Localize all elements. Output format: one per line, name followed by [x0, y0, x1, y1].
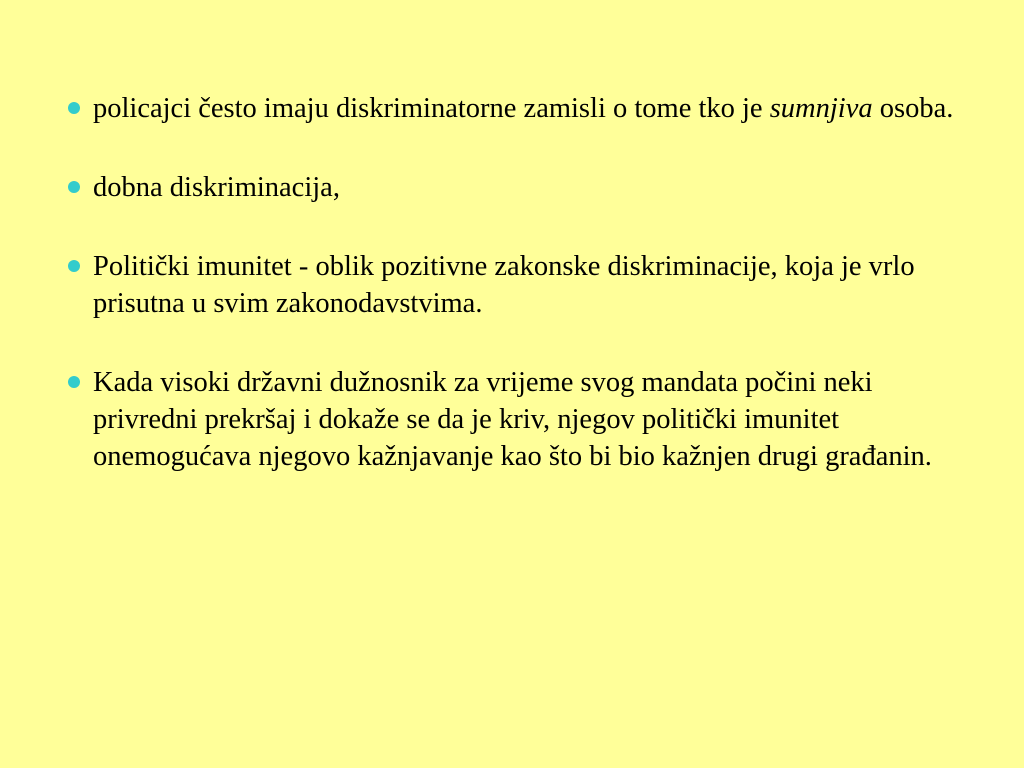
- bullet-text-part: Politički imunitet - oblik pozitivne zakonske diskriminacije, koja je vrlo prisutna u svim zakonodavstvima.: [93, 251, 915, 319]
- bullet-dot-icon: [68, 376, 80, 388]
- bullet-item: [60, 364, 960, 475]
- bullet-text-part: policajci često imaju diskriminatorne zamisli o tome tko je: [93, 93, 770, 124]
- bullet-dot-icon: [68, 181, 80, 193]
- bullet-text-part: dobna diskriminacija,: [93, 172, 340, 203]
- bullet-item: [60, 248, 960, 322]
- bullet-text-italic: sumnjiva: [769, 93, 873, 124]
- bullet-item: [60, 169, 960, 206]
- bullet-dot-icon: [68, 260, 80, 272]
- bullet-list: [60, 90, 960, 517]
- bullet-dot-icon: [68, 102, 80, 114]
- bullet-text-part: osoba.: [872, 93, 954, 124]
- bullet-item: [60, 90, 960, 127]
- bullet-text-part: Kada visoki državni dužnosnik za vrijeme svog mandata počini neki privredni prekršaj i dokaže se da je kriv, njegov politički imunitet onemogućava njegovo kažnjavanje kao što bi bio kažnjen drugi građanin.: [93, 367, 932, 472]
